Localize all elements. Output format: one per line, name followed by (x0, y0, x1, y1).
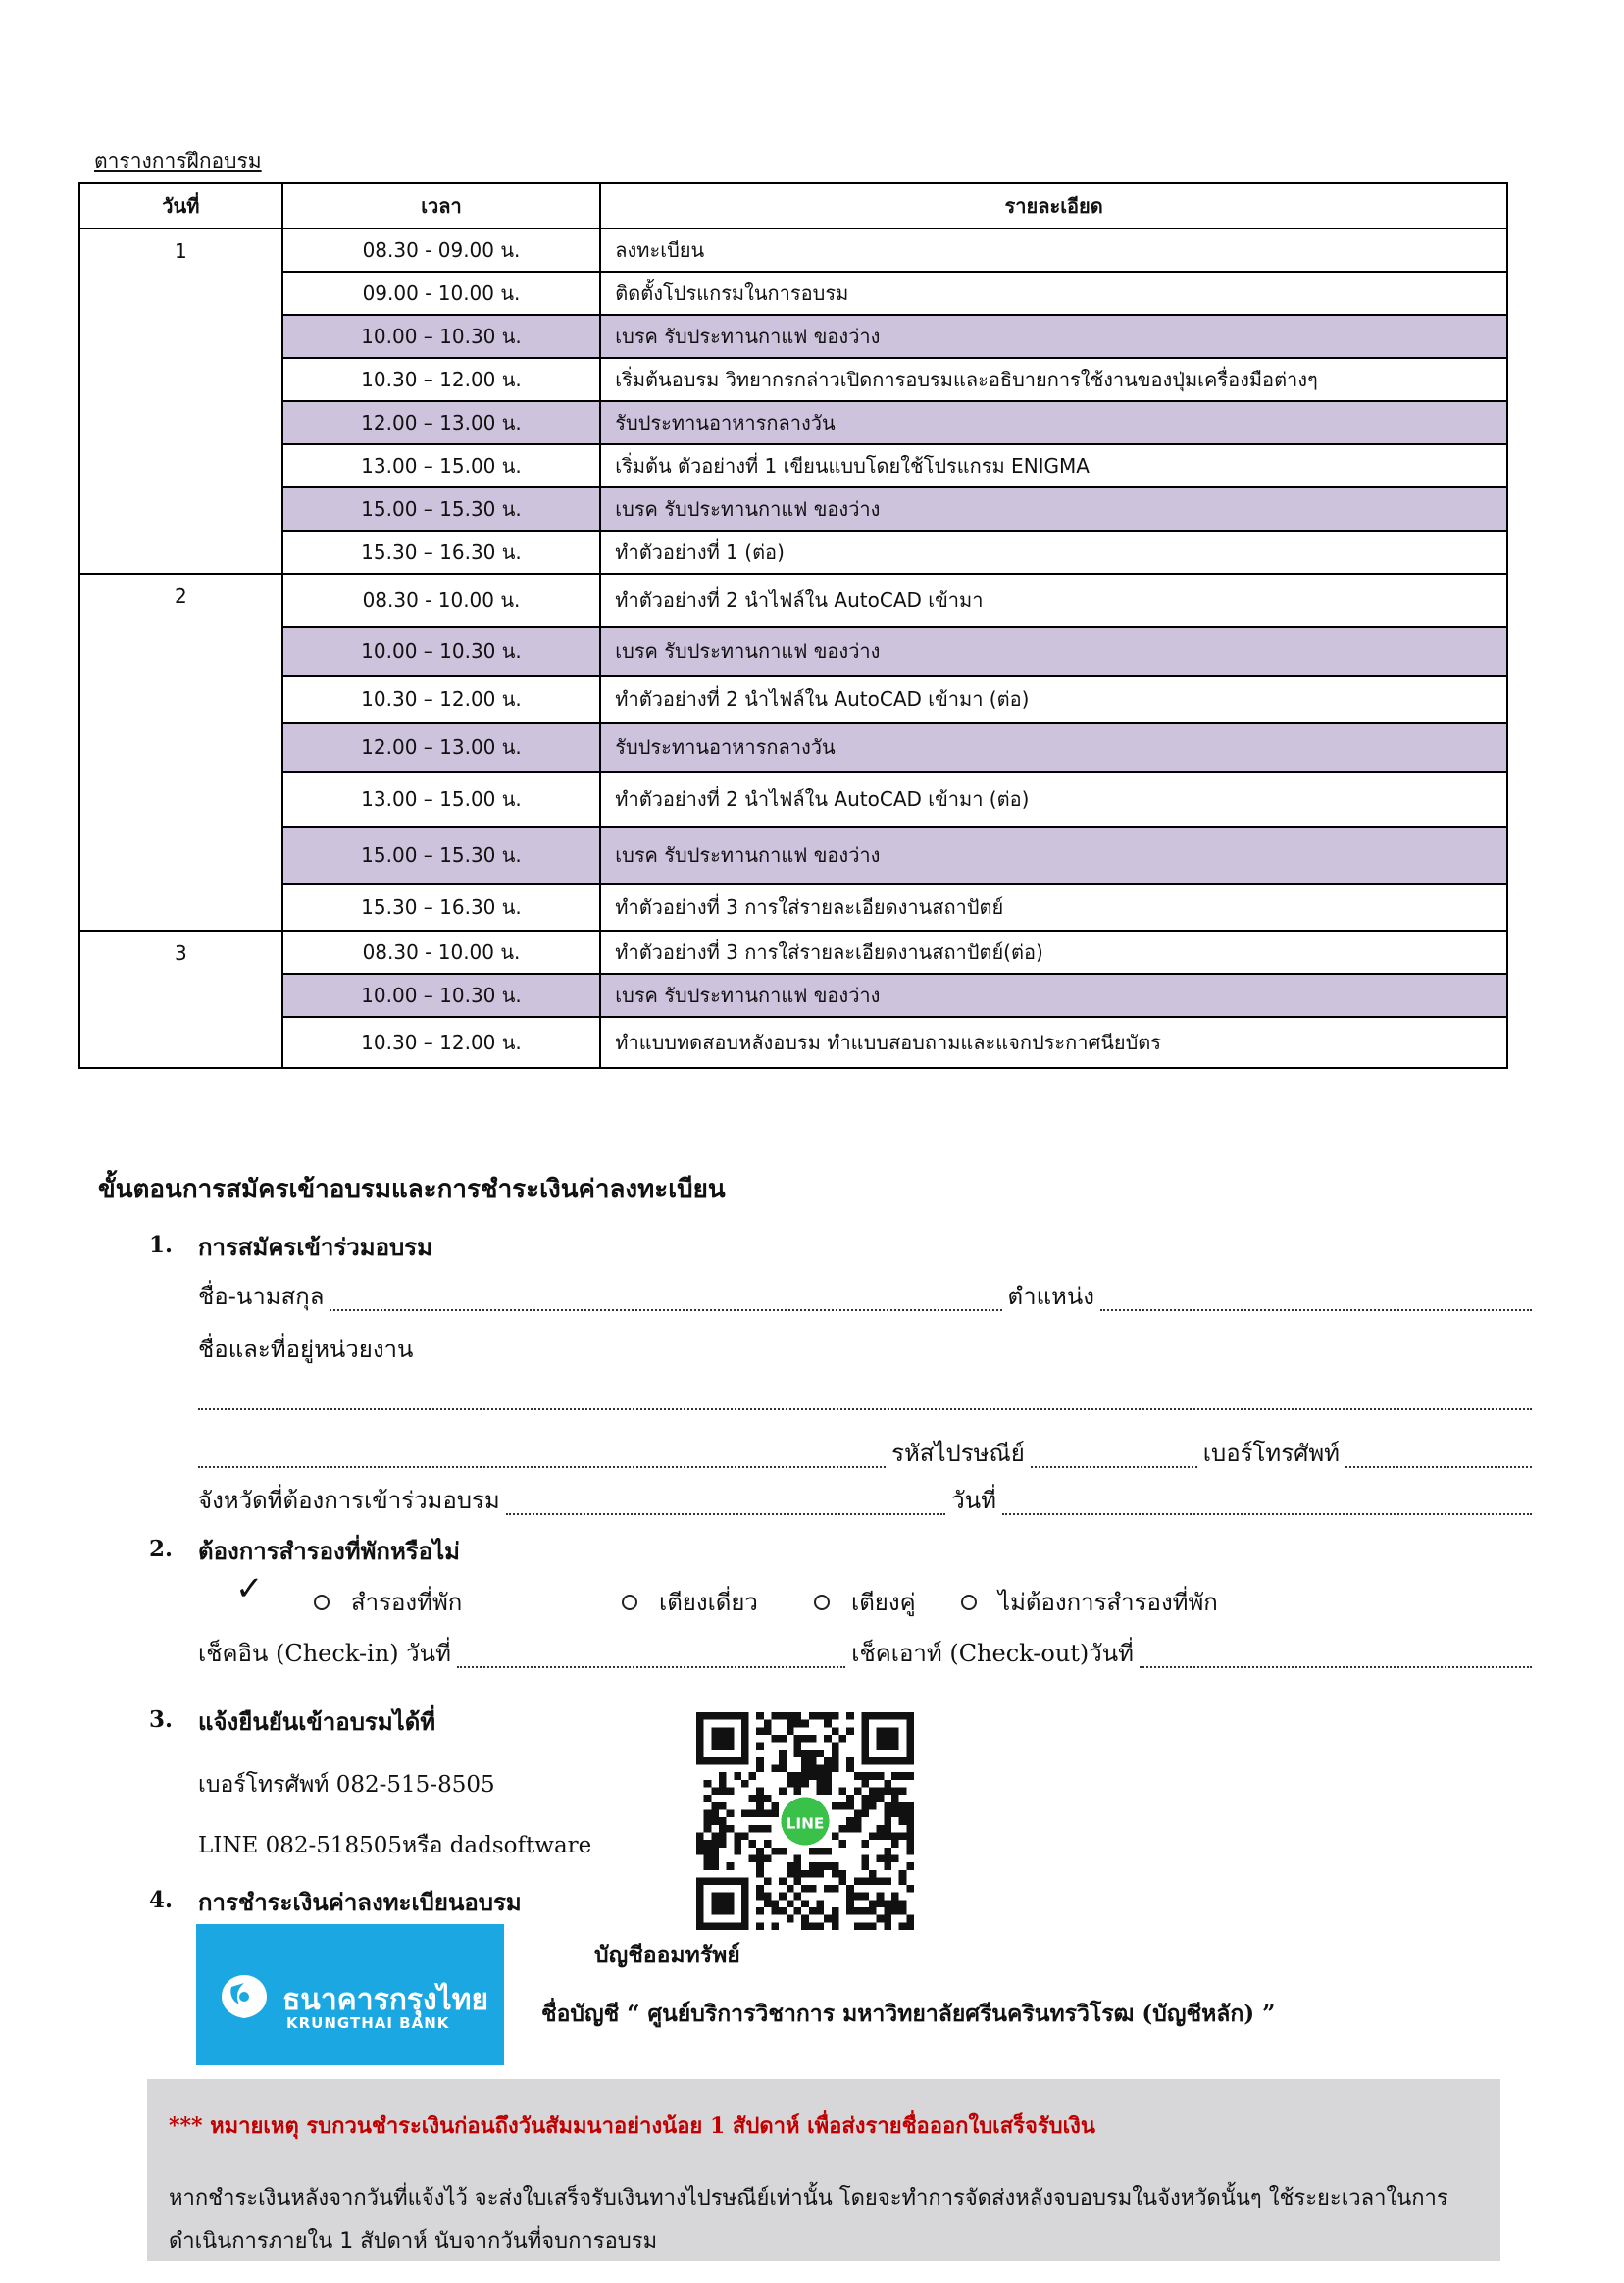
detail-cell: รับประทานอาหารกลางวัน (600, 401, 1507, 444)
postcode-row (198, 1434, 1538, 1472)
header-detail: รายละเอียด (600, 183, 1507, 228)
step1-number: 1. (149, 1232, 174, 1258)
postcode-label: รหัสไปรษณีย์ (891, 1440, 1025, 1467)
table-row (79, 1017, 1507, 1068)
day-cell: 3 (79, 931, 282, 1068)
detail-cell: ทำตัวอย่างที่ 3 การใส่รายละเอียดงานสถาปัตย์(ต่อ) (600, 931, 1507, 974)
detail-cell: รับประทานอาหารกลางวัน (600, 723, 1507, 772)
province-label: จังหวัดที่ต้องการเข้าร่วมอบรม (198, 1487, 500, 1514)
detail-cell: เบรค รับประทานกาแฟ ของว่าง (600, 827, 1507, 884)
detail-cell: เบรค รับประทานกาแฟ ของว่าง (600, 315, 1507, 358)
radio-circle-icon (814, 1595, 830, 1610)
table-row (79, 827, 1507, 884)
time-cell: 12.00 – 13.00 น. (282, 401, 601, 444)
payment-note (147, 2079, 1500, 2261)
account-type: บัญชีออมทรัพย์ (594, 1942, 740, 1968)
option-double-label: เตียงคู่ (851, 1589, 916, 1616)
option-no-reservation[interactable] (961, 1583, 1218, 1621)
step4-number: 4. (149, 1887, 174, 1913)
time-cell: 10.00 – 10.30 น. (282, 974, 601, 1017)
line-logo-text: LINE (786, 1814, 825, 1833)
name-field-row (198, 1277, 1538, 1315)
table-row (79, 531, 1507, 574)
qr-finder-top-right (861, 1712, 914, 1765)
time-cell: 09.00 - 10.00 น. (282, 272, 601, 315)
time-cell: 15.30 – 16.30 น. (282, 531, 601, 574)
table-row (79, 228, 1507, 272)
org-label: ชื่อและที่อยู่หน่วยงาน (198, 1336, 414, 1363)
detail-cell: ทำตัวอย่างที่ 3 การใส่รายละเอียดงานสถาปัตย์ (600, 884, 1507, 931)
check-mark-icon: ✓ (235, 1569, 264, 1608)
qr-finder-top-left (696, 1712, 749, 1765)
qr-finder-bottom-left (696, 1877, 749, 1930)
time-cell: 15.00 – 15.30 น. (282, 827, 601, 884)
schedule-caption: ตารางการฝึกอบรม (94, 149, 262, 173)
option-none-label: ไม่ต้องการสำรองที่พัก (998, 1589, 1218, 1616)
step3-number: 3. (149, 1706, 174, 1733)
note-body: หากชำระเงินหลังจากวันที่แจ้งไว้ จะส่งใบเสร็จรับเงินทางไปรษณีย์เท่านั้น โดยจะทำการจัดส่งหลังจบอบรมในจังหวัดนั้นๆ ใช้ระยะเวลาในการดำเนินการภายใน 1 สัปดาห์ นับจากวันที่จบการอบรม (169, 2186, 1448, 2254)
time-cell: 13.00 – 15.00 น. (282, 772, 601, 827)
contact-phone: เบอร์โทรศัพท์ 082-515-8505 (198, 1772, 495, 1798)
time-cell: 08.30 - 10.00 น. (282, 931, 601, 974)
step2-title: ต้องการสำรองที่พักหรือไม่ (198, 1537, 460, 1565)
postcode-field[interactable] (1031, 1445, 1197, 1468)
detail-cell: ทำตัวอย่างที่ 1 (ต่อ) (600, 531, 1507, 574)
detail-cell: ทำตัวอย่างที่ 2 นำไฟล์ใน AutoCAD เข้ามา (ต่อ) (600, 676, 1507, 723)
time-cell: 10.30 – 12.00 น. (282, 1017, 601, 1068)
step3-title: แจ้งยืนยันเข้าอบรมได้ที่ (198, 1707, 436, 1736)
step1-title: การสมัครเข้าร่วมอบรม (198, 1233, 432, 1261)
detail-cell: เบรค รับประทานกาแฟ ของว่าง (600, 974, 1507, 1017)
note-warning: *** หมายเหตุ รบกวนชำระเงินก่อนถึงวันสัมมนาอย่างน้อย 1 สัปดาห์ เพื่อส่งรายชื่อออกใบเสร็จรับเงิน (169, 2113, 1095, 2139)
time-cell: 10.00 – 10.30 น. (282, 627, 601, 676)
bank-bird-icon (210, 1967, 279, 2026)
org-field-row (198, 1387, 1538, 1414)
position-label: ตำแหน่ง (1007, 1283, 1094, 1310)
position-field[interactable] (1100, 1288, 1532, 1311)
account-name: ชื่อบัญชี “ ศูนย์บริการวิชาการ มหาวิทยาลัยศรีนครินทรวิโรฒ (บัญชีหลัก) ” (541, 2001, 1276, 2027)
detail-cell: ติดตั้งโปรแกรมในการอบรม (600, 272, 1507, 315)
table-row (79, 315, 1507, 358)
table-row (79, 884, 1507, 931)
date-field[interactable] (1002, 1492, 1532, 1515)
line-qr-code[interactable] (696, 1712, 914, 1930)
table-row (79, 974, 1507, 1017)
detail-cell: ทำตัวอย่างที่ 2 นำไฟล์ใน AutoCAD เข้ามา (ต่อ) (600, 772, 1507, 827)
checkin-row (198, 1634, 1538, 1672)
header-time: เวลา (282, 183, 601, 228)
table-row (79, 272, 1507, 315)
radio-circle-icon (314, 1595, 330, 1610)
day-cell: 2 (79, 574, 282, 931)
time-cell: 10.00 – 10.30 น. (282, 315, 601, 358)
province-field[interactable] (506, 1492, 946, 1515)
phone-label: เบอร์โทรศัพท์ (1202, 1440, 1340, 1467)
radio-circle-icon (622, 1595, 637, 1610)
org-address-field-2[interactable] (198, 1445, 886, 1468)
option-reserve-label: สำรองที่พัก (351, 1589, 463, 1616)
step2-number: 2. (149, 1536, 174, 1562)
detail-cell: เบรค รับประทานกาแฟ ของว่าง (600, 627, 1507, 676)
detail-cell: ทำแบบทดสอบหลังอบรม ทำแบบสอบถามและแจกประกาศนียบัตร (600, 1017, 1507, 1068)
table-row (79, 723, 1507, 772)
step4-title: การชำระเงินค่าลงทะเบียนอบรม (198, 1888, 522, 1916)
radio-circle-icon (961, 1595, 977, 1610)
phone-field[interactable] (1345, 1445, 1532, 1468)
option-single-bed[interactable] (622, 1583, 758, 1621)
bank-name-english: KRUNGTHAI BANK (286, 2014, 450, 2032)
header-day: วันที่ (79, 183, 282, 228)
time-cell: 08.30 - 10.00 น. (282, 574, 601, 627)
detail-cell: เริ่มต้นอบรม วิทยากรกล่าวเปิดการอบรมและอธิบายการใช้งานของปุ่มเครื่องมือต่างๆ (600, 358, 1507, 401)
table-row (79, 358, 1507, 401)
checkin-field[interactable] (457, 1645, 845, 1668)
time-cell: 13.00 – 15.00 น. (282, 444, 601, 487)
table-row (79, 676, 1507, 723)
table-row (79, 627, 1507, 676)
detail-cell: เบรค รับประทานกาแฟ ของว่าง (600, 487, 1507, 531)
checkin-label: เช็คอิน (Check-in) วันที่ (198, 1640, 451, 1667)
detail-cell: เริ่มต้น ตัวอย่างที่ 1 เขียนแบบโดยใช้โปรแกรม ENIGMA (600, 444, 1507, 487)
time-cell: 10.30 – 12.00 น. (282, 358, 601, 401)
option-reserve[interactable] (314, 1583, 462, 1621)
time-cell: 15.30 – 16.30 น. (282, 884, 601, 931)
table-header-row (79, 183, 1507, 228)
name-label: ชื่อ-นามสกุล (198, 1283, 325, 1310)
table-row (79, 487, 1507, 531)
option-double-bed[interactable] (814, 1583, 916, 1621)
table-row (79, 772, 1507, 827)
table-row (79, 401, 1507, 444)
detail-cell: ลงทะเบียน (600, 228, 1507, 272)
time-cell: 08.30 - 09.00 น. (282, 228, 601, 272)
table-row (79, 574, 1507, 627)
bank-logo (196, 1924, 504, 2065)
day-cell: 1 (79, 228, 282, 574)
time-cell: 15.00 – 15.30 น. (282, 487, 601, 531)
table-row (79, 931, 1507, 974)
schedule-table (78, 182, 1508, 1069)
name-field[interactable] (330, 1288, 1001, 1311)
time-cell: 12.00 – 13.00 น. (282, 723, 601, 772)
steps-title: ขั้นตอนการสมัครเข้าอบรมและการชำระเงินค่าลงทะเบียน (98, 1175, 726, 1204)
detail-cell: ทำตัวอย่างที่ 2 นำไฟล์ใน AutoCAD เข้ามา (600, 574, 1507, 627)
date-label: วันที่ (951, 1487, 996, 1514)
checkout-field[interactable] (1140, 1645, 1532, 1668)
contact-line: LINE 082-518505หรือ dadsoftware (198, 1833, 592, 1858)
option-single-label: เตียงเดี่ยว (659, 1589, 758, 1616)
org-address-field[interactable] (198, 1387, 1532, 1410)
checkout-label: เช็คเอาท์ (Check-out)วันที่ (851, 1640, 1134, 1667)
time-cell: 10.30 – 12.00 น. (282, 676, 601, 723)
table-row (79, 444, 1507, 487)
province-row (198, 1481, 1538, 1519)
schedule-body (79, 228, 1507, 1068)
bank-name-thai: ธนาคารกรุงไทย (282, 1983, 489, 2017)
